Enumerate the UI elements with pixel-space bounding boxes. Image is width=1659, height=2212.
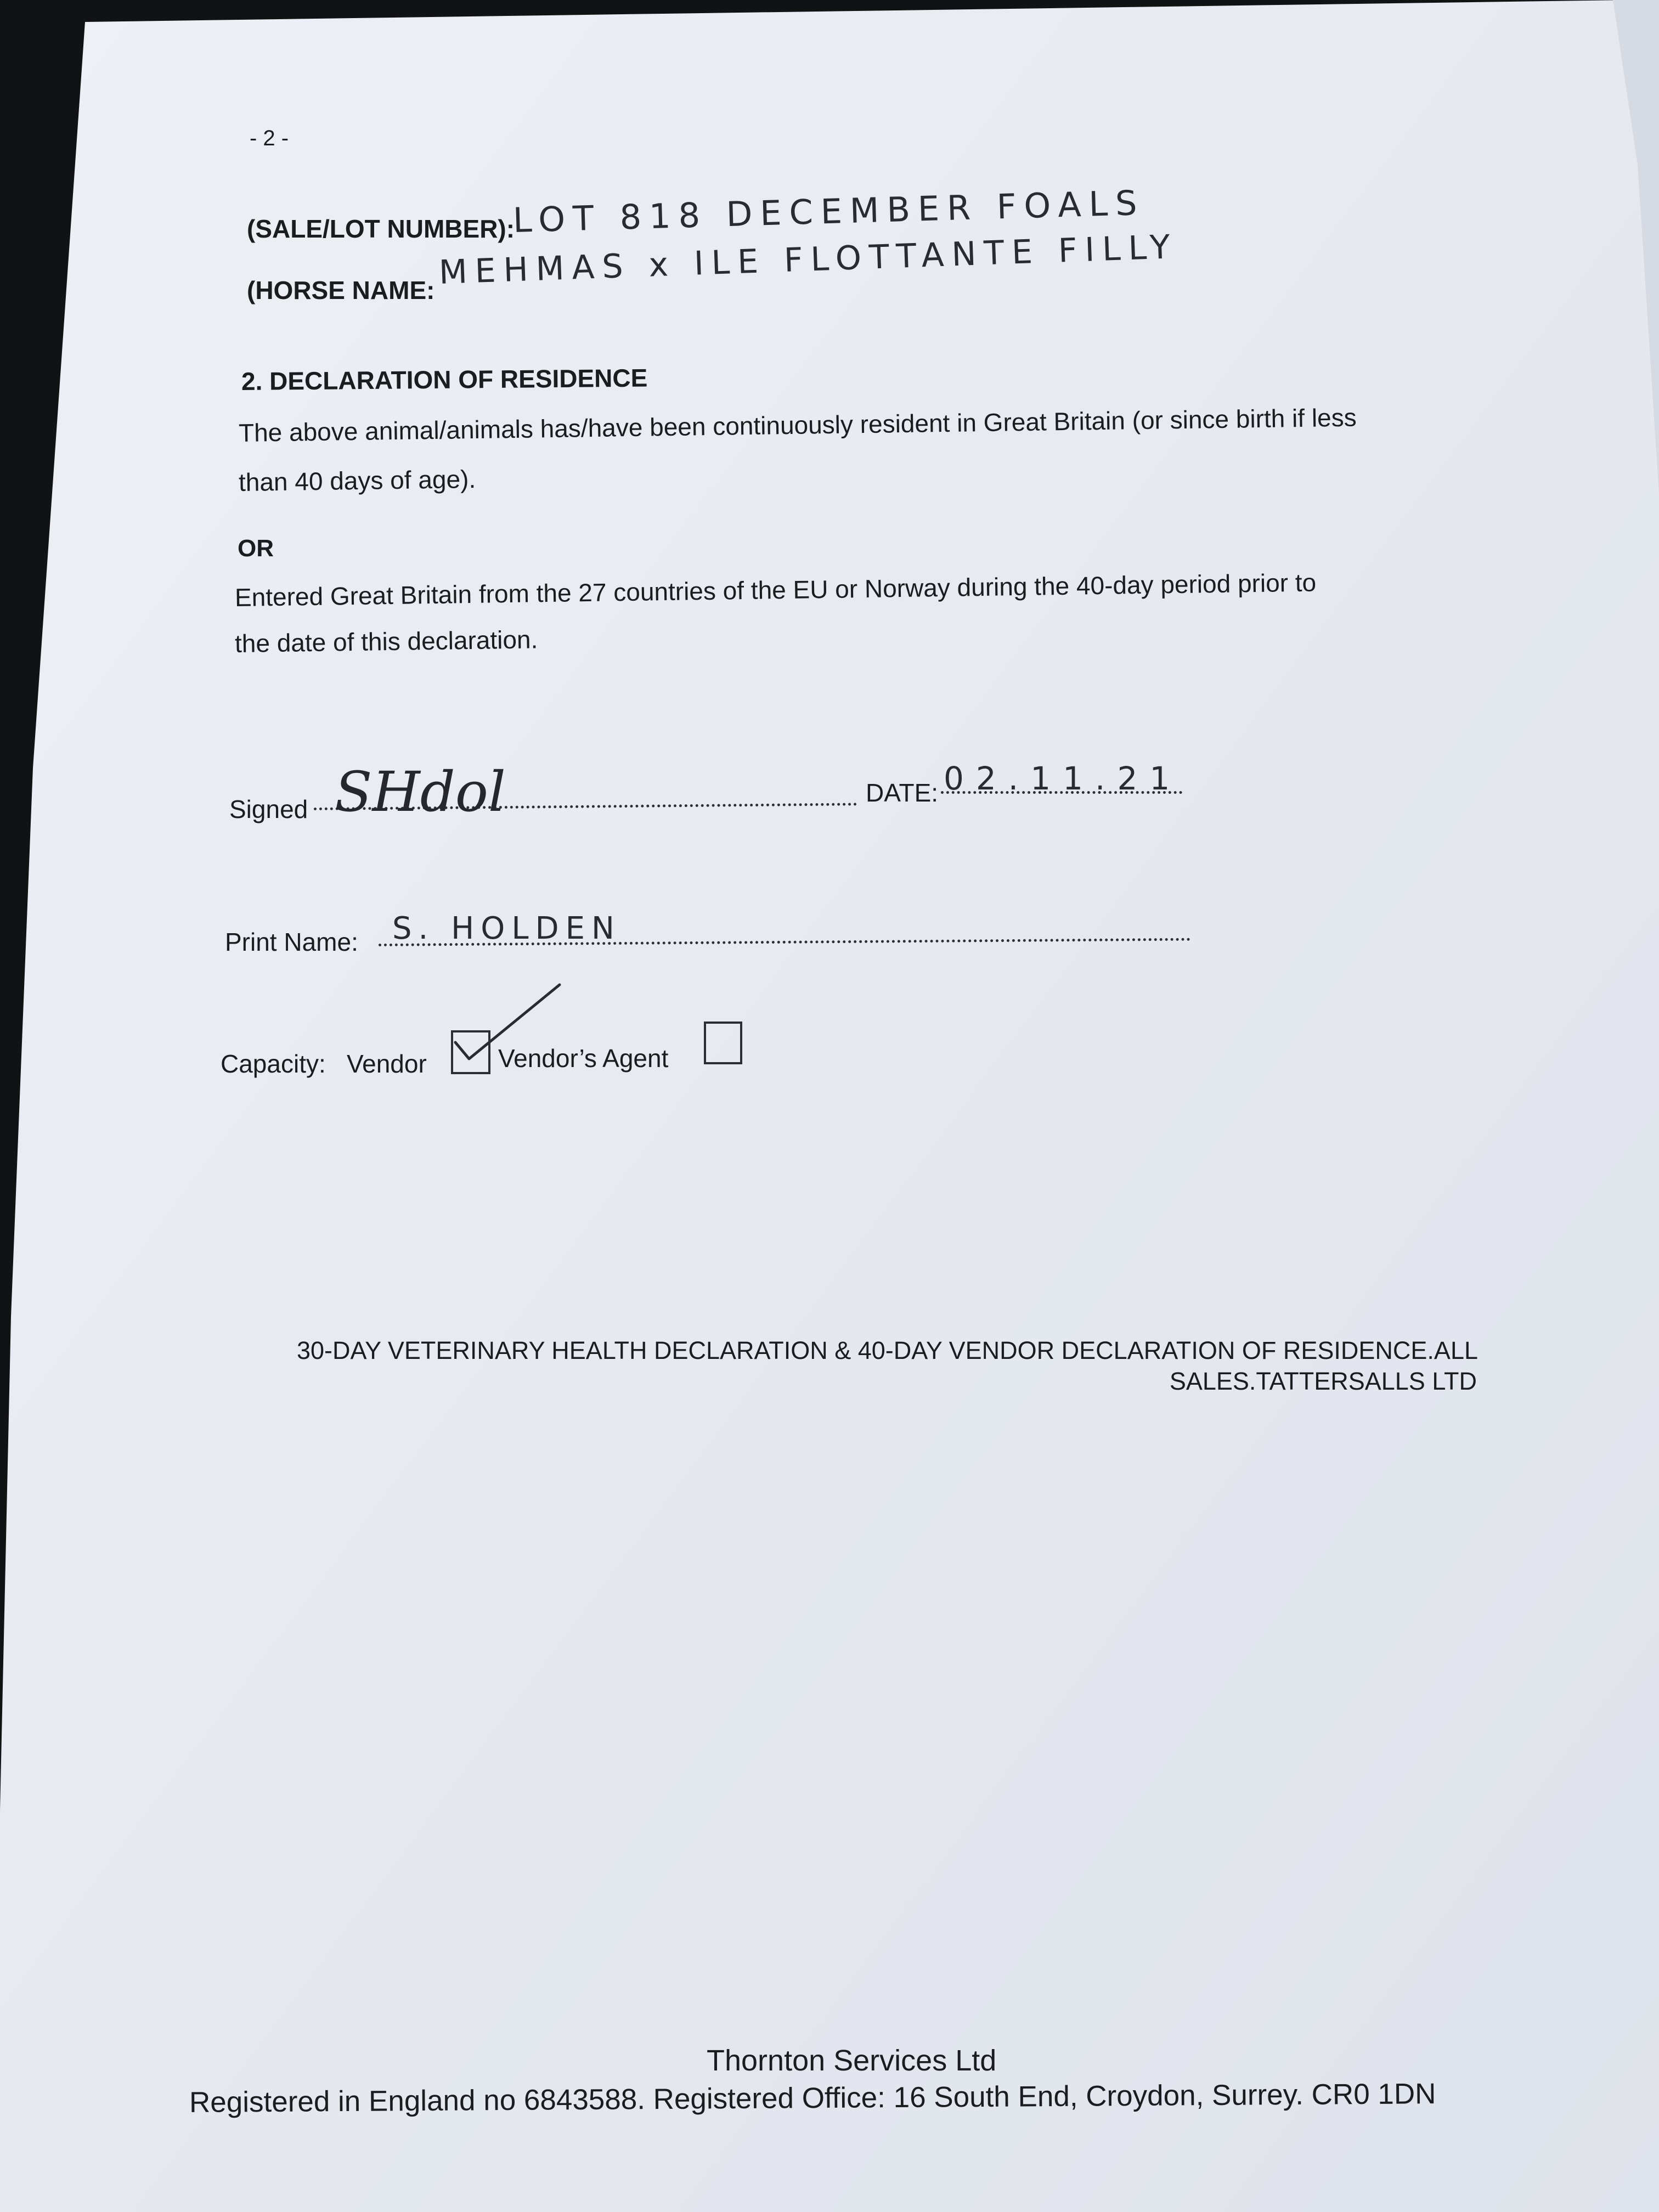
date-handwritten-value: 02.11.21	[944, 760, 1182, 797]
vendor-option-label: Vendor	[347, 1049, 427, 1078]
declaration-paragraph-1-line-1: The above animal/animals has/have been continuously resident in Great Britain (or since birth if less	[238, 403, 1357, 447]
page-number: - 2 -	[250, 126, 289, 150]
signed-label: Signed	[229, 795, 308, 823]
vendors-agent-option-label: Vendor’s Agent	[498, 1044, 669, 1073]
vendors-agent-checkbox[interactable]	[704, 1022, 742, 1064]
or-separator: OR	[238, 535, 274, 562]
signature-mark: SHdol	[335, 760, 506, 824]
sale-lot-label: (SALE/LOT NUMBER):	[247, 215, 515, 243]
capacity-label: Capacity:	[221, 1049, 326, 1078]
print-name-label: Print Name:	[225, 928, 358, 956]
declaration-paragraph-2-line-1: Entered Great Britain from the 27 countries of the EU or Norway during the 40-day period prior to	[234, 568, 1317, 612]
footer-company-name: Thornton Services Ltd	[707, 2044, 997, 2077]
date-label: DATE:	[866, 778, 939, 807]
declaration-heading: 2. DECLARATION OF RESIDENCE	[241, 363, 648, 396]
footer-registration-details: Registered in England no 6843588. Registered Office: 16 South End, Croydon, Surrey. CR0 1DN	[189, 2078, 1436, 2119]
print-name-handwritten-value: S. HOLDEN	[392, 911, 621, 946]
horse-name-handwritten-value: MEHMAS x ILE FLOTTANTE FILLY	[438, 227, 1178, 292]
declaration-paragraph-1-line-2: than 40 days of age).	[238, 464, 476, 496]
sale-lot-handwritten-value: LOT 818 DECEMBER FOALS	[512, 182, 1146, 240]
declaration-paragraph-2-line-2: the date of this declaration.	[234, 625, 538, 658]
form-title-line-1: 30-DAY VETERINARY HEALTH DECLARATION & 40-DAY VENDOR DECLARATION OF RESIDENCE.ALL	[296, 1336, 1478, 1364]
horse-name-label: (HORSE NAME:	[247, 276, 435, 304]
form-title-line-2: SALES.TATTERSALLS LTD	[1169, 1367, 1477, 1395]
